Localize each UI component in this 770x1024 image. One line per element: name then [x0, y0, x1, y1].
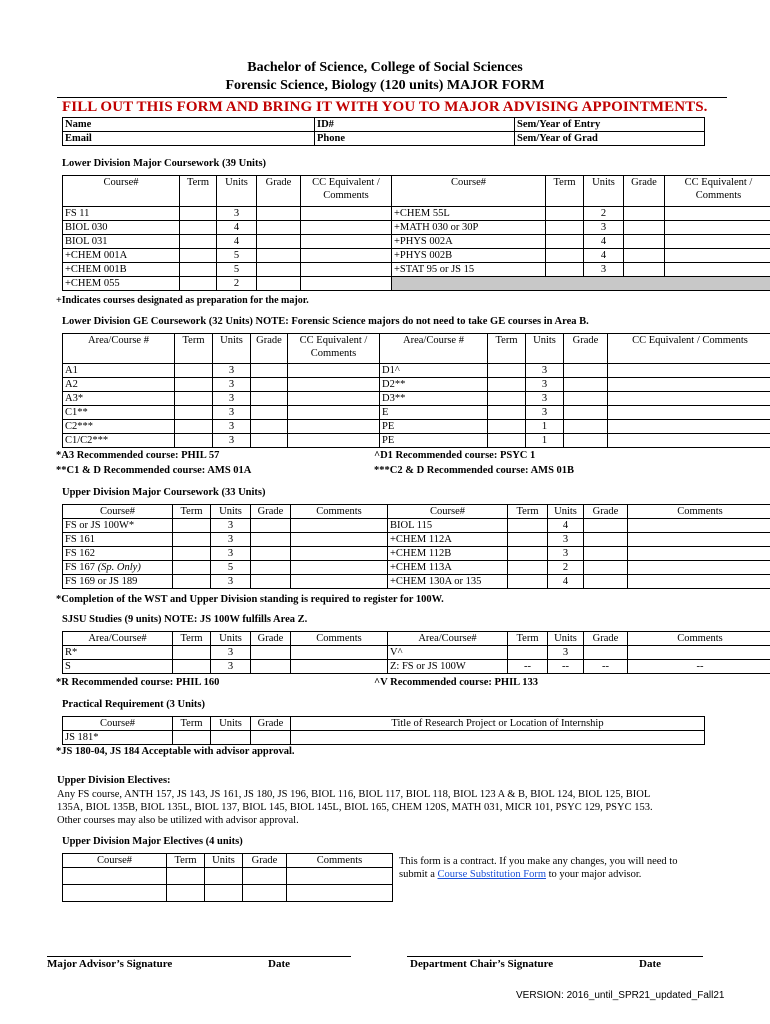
contract-text-1: This form is a contract. If you make any changes, you will need to [399, 856, 678, 867]
um-h-term-r: Term [508, 505, 548, 519]
comments-cell: -- [628, 660, 770, 674]
sem-entry-field[interactable] [515, 118, 705, 132]
table-row-course [63, 561, 173, 575]
units-cell: 4 [548, 519, 584, 533]
units-cell: 3 [526, 406, 564, 420]
major-electives-table [62, 853, 393, 902]
course-note: (Sp. Only) [97, 562, 141, 573]
units-cell: 3 [213, 378, 251, 392]
table-row-course: +STAT 95 or JS 15 [392, 263, 546, 277]
table-row[interactable] [63, 868, 167, 885]
um-h-term-l: Term [173, 505, 211, 519]
lower-major-note: +Indicates courses designated as preparation for the major. [56, 295, 309, 306]
units-cell: 1 [526, 434, 564, 448]
advisor-signature-label: Major Advisor’s Signature [47, 958, 173, 970]
table-row-course: BIOL 030 [63, 221, 180, 235]
units-cell: 5 [217, 263, 257, 277]
lm-h-units-l: Units [217, 176, 257, 207]
table-row-course: E [380, 406, 488, 420]
upper-major-title: Upper Division Major Coursework (33 Units) [62, 487, 266, 498]
lm-h-units-r: Units [584, 176, 624, 207]
table-row-course: +CHEM 55L [392, 207, 546, 221]
contract-text-2 [399, 869, 641, 880]
sem-grad-label: Sem/Year of Grad [517, 133, 598, 144]
electives-title: Upper Division Electives: [57, 775, 171, 786]
practical-note: *JS 180-04, JS 184 Acceptable with advisor approval. [56, 746, 295, 757]
units-cell: 3 [213, 434, 251, 448]
lm-h-course-r: Course# [392, 176, 546, 207]
ge-note-a3: *A3 Recommended course: PHIL 57 [56, 450, 220, 461]
email-field[interactable] [63, 132, 315, 146]
sj-h-units-r: Units [548, 632, 584, 646]
units-cell: 2 [584, 207, 624, 221]
sjsu-table [62, 631, 770, 674]
table-row-course: A3* [63, 392, 175, 406]
lower-ge-table [62, 333, 770, 448]
table-row-course: +CHEM 112A [388, 533, 508, 547]
chair-date-label: Date [639, 958, 661, 970]
units-cell: 3 [213, 364, 251, 378]
pr-h-units: Units [211, 717, 251, 731]
table-row-course: FS 11 [63, 207, 180, 221]
version-label: VERSION: 2016_until_SPR21_updated_Fall21 [516, 990, 725, 1001]
table-row-course: FS or JS 100W* [63, 519, 173, 533]
ge-h-area-r: Area/Course # [380, 334, 488, 364]
electives-text-1: Any FS course, ANTH 157, JS 143, JS 161, JS 180, JS 196, BIOL 116, BIOL 117, BIOL 118, BIOL 123 A & B, BIOL 124, BIOL 125, BIOL [57, 789, 651, 800]
units-cell: 3 [548, 646, 584, 660]
table-row-course: D1^ [380, 364, 488, 378]
sj-h-units-l: Units [211, 632, 251, 646]
ge-h-grade-r: Grade [564, 334, 608, 364]
um-h-course-l: Course# [63, 505, 173, 519]
table-row-course: +CHEM 130A or 135 [388, 575, 508, 589]
id-label: ID# [317, 119, 334, 130]
course-substitution-link[interactable]: Course Substitution Form [437, 869, 547, 880]
ge-h-area-l: Area/Course # [63, 334, 175, 364]
ge-h-cc-r: CC Equivalent / Comments [608, 334, 770, 364]
units-cell: 2 [548, 561, 584, 575]
units-cell: 5 [217, 249, 257, 263]
units-cell: 3 [211, 575, 251, 589]
table-row-course: C2*** [63, 420, 175, 434]
advisor-date-label: Date [268, 958, 290, 970]
me-h-units: Units [205, 854, 243, 868]
table-row-course: R* [63, 646, 173, 660]
sjsu-title: SJSU Studies (9 units) NOTE: JS 100W fulfills Area Z. [62, 614, 308, 625]
ge-h-term-r: Term [488, 334, 526, 364]
um-h-units-r: Units [548, 505, 584, 519]
units-cell: 2 [217, 277, 257, 291]
upper-major-table [62, 504, 770, 589]
table-row-course: +MATH 030 or 30P [392, 221, 546, 235]
ge-h-units-l: Units [213, 334, 251, 364]
units-cell: 3 [526, 378, 564, 392]
sj-h-term-l: Term [173, 632, 211, 646]
table-row-course: +CHEM 001A [63, 249, 180, 263]
lower-major-title: Lower Division Major Coursework (39 Units) [62, 158, 267, 169]
major-electives-title: Upper Division Major Electives (4 units) [62, 836, 243, 847]
table-row-course: C1** [63, 406, 175, 420]
lm-h-term-r: Term [546, 176, 584, 207]
contract-pre: submit a [399, 869, 435, 880]
me-h-grade: Grade [243, 854, 287, 868]
course-code: FS 167 [65, 562, 96, 573]
ge-note-c1: **C1 & D Recommended course: AMS 01A [56, 465, 252, 476]
chair-signature-line[interactable] [407, 956, 703, 957]
units-cell: 4 [217, 235, 257, 249]
units-cell: 3 [211, 519, 251, 533]
table-row-course: D2** [380, 378, 488, 392]
lm-h-term-l: Term [180, 176, 217, 207]
table-row[interactable] [63, 885, 167, 902]
contract-post: to your major advisor. [548, 869, 642, 880]
ge-note-c2: ***C2 & D Recommended course: AMS 01B [374, 465, 575, 476]
me-h-comments: Comments [287, 854, 393, 868]
table-row-course: +PHYS 002B [392, 249, 546, 263]
student-info-table [62, 117, 705, 146]
units-cell: 3 [217, 207, 257, 221]
table-row-course: BIOL 115 [388, 519, 508, 533]
electives-text-3: Other courses may also be utilized with advisor approval. [57, 815, 299, 826]
sj-h-comments-r: Comments [628, 632, 770, 646]
table-row-course: PE [380, 420, 488, 434]
pr-h-title: Title of Research Project or Location of Internship [291, 717, 705, 731]
table-row-course: +CHEM 113A [388, 561, 508, 575]
sj-h-area-r: Area/Course# [388, 632, 508, 646]
table-row-course: V^ [388, 646, 508, 660]
shaded-cell [392, 277, 770, 291]
term-cell[interactable] [508, 646, 548, 660]
pr-h-term: Term [173, 717, 211, 731]
sj-h-grade-r: Grade [584, 632, 628, 646]
electives-text-2: 135A, BIOL 135B, BIOL 135L, BIOL 137, BIOL 145, BIOL 145L, BIOL 165, CHEM 120S, MATH 031, MICR 101, PSYC 129, PSYC 153. [57, 802, 653, 813]
um-h-course-r: Course# [388, 505, 508, 519]
practical-title: Practical Requirement (3 Units) [62, 699, 205, 710]
units-cell: 3 [584, 263, 624, 277]
sj-h-grade-l: Grade [251, 632, 291, 646]
lower-major-table [62, 175, 770, 291]
sj-h-area-l: Area/Course# [63, 632, 173, 646]
sj-h-comments-l: Comments [291, 632, 388, 646]
units-cell: 4 [217, 221, 257, 235]
units-cell: 1 [526, 420, 564, 434]
table-row-course: PE [380, 434, 488, 448]
units-cell: 3 [211, 660, 251, 674]
units-cell: 3 [548, 547, 584, 561]
table-row-course: +CHEM 112B [388, 547, 508, 561]
upper-major-note: *Completion of the WST and Upper Division standing is required to register for 100W. [56, 594, 444, 605]
ge-h-grade-l: Grade [251, 334, 288, 364]
units-cell: 3 [211, 533, 251, 547]
units-cell: 3 [213, 420, 251, 434]
phone-label: Phone [317, 133, 346, 144]
name-label: Name [65, 119, 92, 130]
email-label: Email [65, 133, 92, 144]
me-h-course: Course# [63, 854, 167, 868]
form-title-line1: Bachelor of Science, College of Social Sciences [247, 60, 523, 75]
units-cell: 3 [213, 392, 251, 406]
ge-h-units-r: Units [526, 334, 564, 364]
sem-entry-label: Sem/Year of Entry [517, 119, 601, 130]
ge-h-cc-l: CC Equivalent / Comments [288, 334, 380, 364]
units-cell: 3 [526, 392, 564, 406]
units-cell: 5 [211, 561, 251, 575]
table-row-course: JS 181* [63, 731, 173, 745]
advisor-signature-line[interactable] [47, 956, 351, 957]
practical-table [62, 716, 705, 745]
um-h-grade-l: Grade [251, 505, 291, 519]
um-h-units-l: Units [211, 505, 251, 519]
units-cell: 3 [213, 406, 251, 420]
me-h-term: Term [167, 854, 205, 868]
sem-grad-field[interactable] [515, 132, 705, 146]
table-row-course: Z: FS or JS 100W [388, 660, 508, 674]
sj-h-term-r: Term [508, 632, 548, 646]
header-rule [57, 97, 727, 98]
lm-h-cc-r: CC Equivalent / Comments [665, 176, 770, 207]
um-h-comments-l: Comments [291, 505, 388, 519]
phone-field[interactable] [315, 132, 515, 146]
form-title-line2: Forensic Science, Biology (120 units) MAJOR FORM [225, 78, 545, 93]
table-row-course: +CHEM 055 [63, 277, 180, 291]
name-field[interactable] [63, 118, 315, 132]
table-row-course: A1 [63, 364, 175, 378]
um-h-comments-r: Comments [628, 505, 770, 519]
lm-h-grade-l: Grade [257, 176, 301, 207]
units-cell: 4 [548, 575, 584, 589]
table-row-course: FS 169 or JS 189 [63, 575, 173, 589]
units-cell: 3 [526, 364, 564, 378]
lm-h-course-l: Course# [63, 176, 180, 207]
term-cell: -- [508, 660, 548, 674]
ge-note-d1: ^D1 Recommended course: PSYC 1 [374, 450, 536, 461]
comments-cell[interactable] [628, 646, 770, 660]
units-cell: 3 [548, 533, 584, 547]
ge-h-term-l: Term [175, 334, 213, 364]
sjsu-note-r: *R Recommended course: PHIL 160 [56, 677, 220, 688]
table-row-course: C1/C2*** [63, 434, 175, 448]
table-row-course: +PHYS 002A [392, 235, 546, 249]
um-h-grade-r: Grade [584, 505, 628, 519]
lower-ge-title: Lower Division GE Coursework (32 Units) NOTE: Forensic Science majors do not need to take GE courses in Area B. [62, 316, 589, 327]
chair-signature-label: Department Chair’s Signature [410, 958, 554, 970]
table-row-course: +CHEM 001B [63, 263, 180, 277]
lm-h-cc-l: CC Equivalent / Comments [301, 176, 392, 207]
table-row-course: D3** [380, 392, 488, 406]
grade-cell[interactable] [584, 646, 628, 660]
table-row-course: S [63, 660, 173, 674]
instruction-banner: FILL OUT THIS FORM AND BRING IT WITH YOU TO MAJOR ADVISING APPOINTMENTS. [62, 99, 708, 115]
units-cell: 4 [584, 235, 624, 249]
units-cell: 4 [584, 249, 624, 263]
table-row-course: FS 161 [63, 533, 173, 547]
units-cell: 3 [584, 221, 624, 235]
table-row-course: FS 162 [63, 547, 173, 561]
pr-h-grade: Grade [251, 717, 291, 731]
sjsu-note-v: ^V Recommended course: PHIL 133 [374, 677, 538, 688]
table-row-course: BIOL 031 [63, 235, 180, 249]
grade-cell: -- [584, 660, 628, 674]
id-field[interactable] [315, 118, 515, 132]
units-cell: 3 [211, 646, 251, 660]
lm-h-grade-r: Grade [624, 176, 665, 207]
units-cell: 3 [211, 547, 251, 561]
pr-h-course: Course# [63, 717, 173, 731]
units-cell: -- [548, 660, 584, 674]
table-row-course: A2 [63, 378, 175, 392]
